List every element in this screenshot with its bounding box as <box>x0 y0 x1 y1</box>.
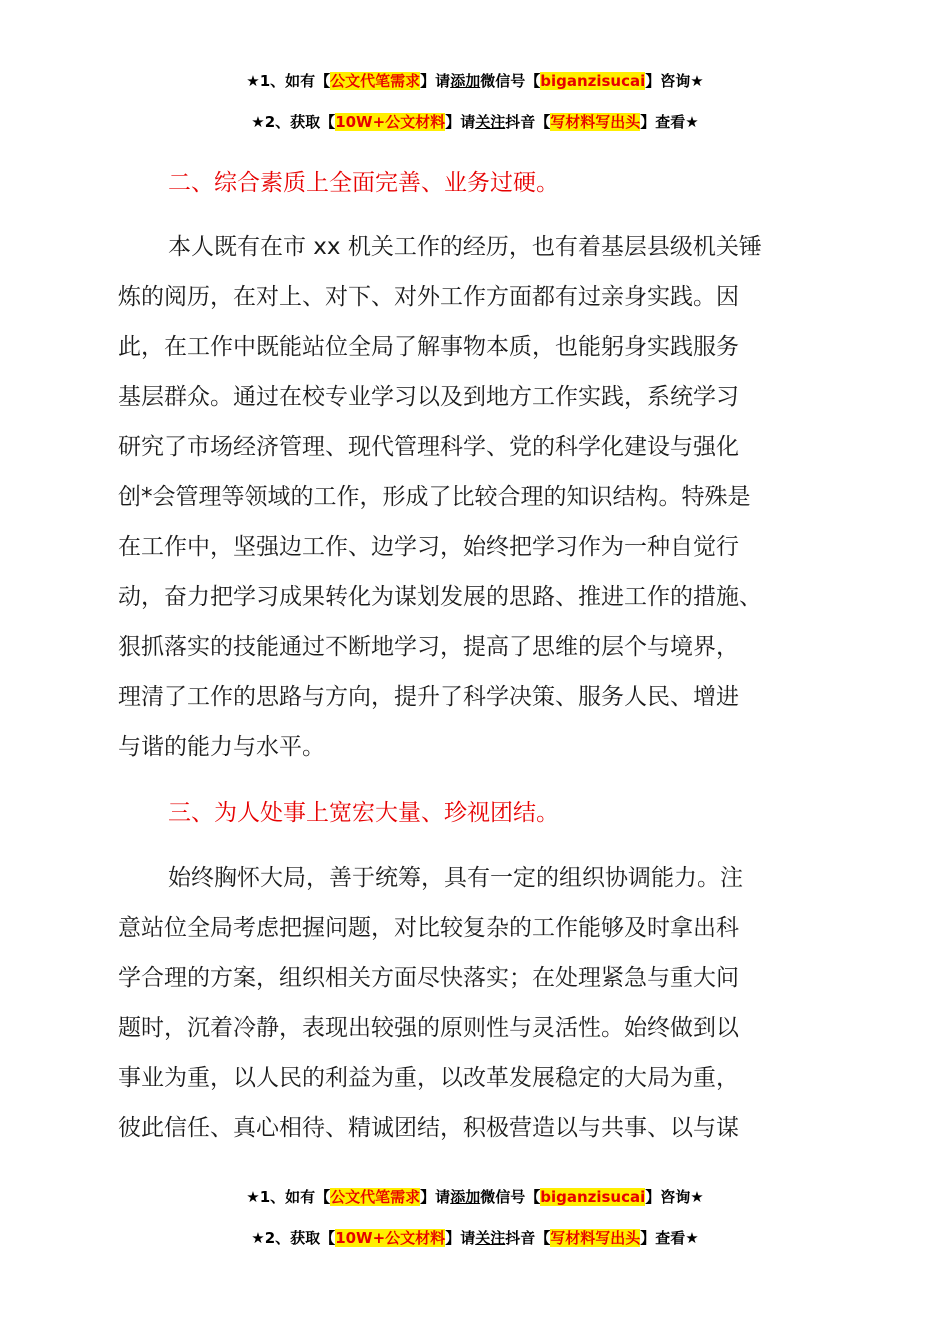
paragraph-line: 彼此信任、真心相待、精诚团结，积极营造以与共事、以与谋 <box>118 1115 739 1141</box>
banner-text: ★2、获取【 <box>251 113 336 131</box>
banner-text: 】咨询★ <box>645 72 704 90</box>
paragraph-line: 事业为重，以人民的利益为重，以改革发展稳定的大局为重， <box>118 1065 739 1091</box>
banner-text: 微信号【 <box>480 1188 541 1206</box>
paragraph-line: 理清了工作的思路与方向，提升了科学决策、服务人民、增进 <box>118 684 739 710</box>
paragraph-line: 意站位全局考虑把握问题，对比较复杂的工作能够及时拿出科 <box>118 915 739 941</box>
bottom-banner-line-2 <box>0 1227 950 1249</box>
banner-text: 抖音【 <box>505 113 551 131</box>
banner-highlight: biganzisucai <box>540 72 646 90</box>
banner-highlight: 10W+公文材料 <box>335 1229 446 1247</box>
banner-highlight: 公文代笔需求 <box>330 72 421 90</box>
banner-highlight: biganzisucai <box>540 1188 646 1206</box>
banner-text: 】请 <box>445 113 476 131</box>
paragraph-line: 狠抓落实的技能通过不断地学习，提高了思维的层个与境界， <box>118 634 739 660</box>
banner-text: 抖音【 <box>505 1229 551 1247</box>
banner-highlight: 写材料写出头 <box>550 1229 641 1247</box>
banner-underlined-text: 关注 <box>475 1229 506 1247</box>
banner-text: 】咨询★ <box>645 1188 704 1206</box>
banner-highlight: 公文代笔需求 <box>330 1188 421 1206</box>
banner-highlight: 10W+公文材料 <box>335 113 446 131</box>
banner-text: 】查看★ <box>640 113 699 131</box>
paragraph-line: 始终胸怀大局，善于统筹，具有一定的组织协调能力。注 <box>168 865 743 891</box>
section-heading-3: 三、为人处事上宽宏大量、珍视团结。 <box>168 800 559 826</box>
banner-underlined-text: 关注 <box>475 113 506 131</box>
banner-text: 】请 <box>420 1188 451 1206</box>
banner-text: 微信号【 <box>480 72 541 90</box>
banner-text: 】查看★ <box>640 1229 699 1247</box>
section-2-paragraph <box>118 222 838 772</box>
paragraph-line: 题时，沉着冷静，表现出较强的原则性与灵活性。始终做到以 <box>118 1015 739 1041</box>
paragraph-line: 在工作中，坚强边工作、边学习，始终把学习作为一种自觉行 <box>118 534 739 560</box>
paragraph-line: 学合理的方案，组织相关方面尽快落实；在处理紧急与重大问 <box>118 965 739 991</box>
section-heading-2: 二、综合素质上全面完善、业务过硬。 <box>168 170 559 196</box>
banner-text: ★1、如有【 <box>246 72 331 90</box>
banner-text: 】请 <box>445 1229 476 1247</box>
paragraph-line: 动，奋力把学习成果转化为谋划发展的思路、推进工作的措施、 <box>118 584 762 610</box>
paragraph-line: 此，在工作中既能站位全局了解事物本质，也能躬身实践服务 <box>118 334 739 360</box>
paragraph-line: 本人既有在市 xx 机关工作的经历，也有着基层县级机关锤 <box>168 234 762 260</box>
paragraph-line: 基层群众。通过在校专业学习以及到地方工作实践，系统学习 <box>118 384 739 410</box>
banner-underlined-text: 添加 <box>450 1188 481 1206</box>
section-3-paragraph <box>118 853 838 1153</box>
paragraph-line: 与谐的能力与水平。 <box>118 734 325 760</box>
paragraph-line: 研究了市场经济管理、现代管理科学、党的科学化建设与强化 <box>118 434 739 460</box>
bottom-banner-line-1 <box>0 1186 950 1208</box>
banner-text: 】请 <box>420 72 451 90</box>
banner-text: ★2、获取【 <box>251 1229 336 1247</box>
banner-underlined-text: 添加 <box>450 72 481 90</box>
banner-highlight: 写材料写出头 <box>550 113 641 131</box>
paragraph-line: 创*会管理等领域的工作，形成了比较合理的知识结构。特殊是 <box>118 484 751 510</box>
paragraph-line: 炼的阅历，在对上、对下、对外工作方面都有过亲身实践。因 <box>118 284 739 310</box>
top-banner-line-1 <box>0 70 950 92</box>
top-banner-line-2 <box>0 111 950 133</box>
banner-text: ★1、如有【 <box>246 1188 331 1206</box>
